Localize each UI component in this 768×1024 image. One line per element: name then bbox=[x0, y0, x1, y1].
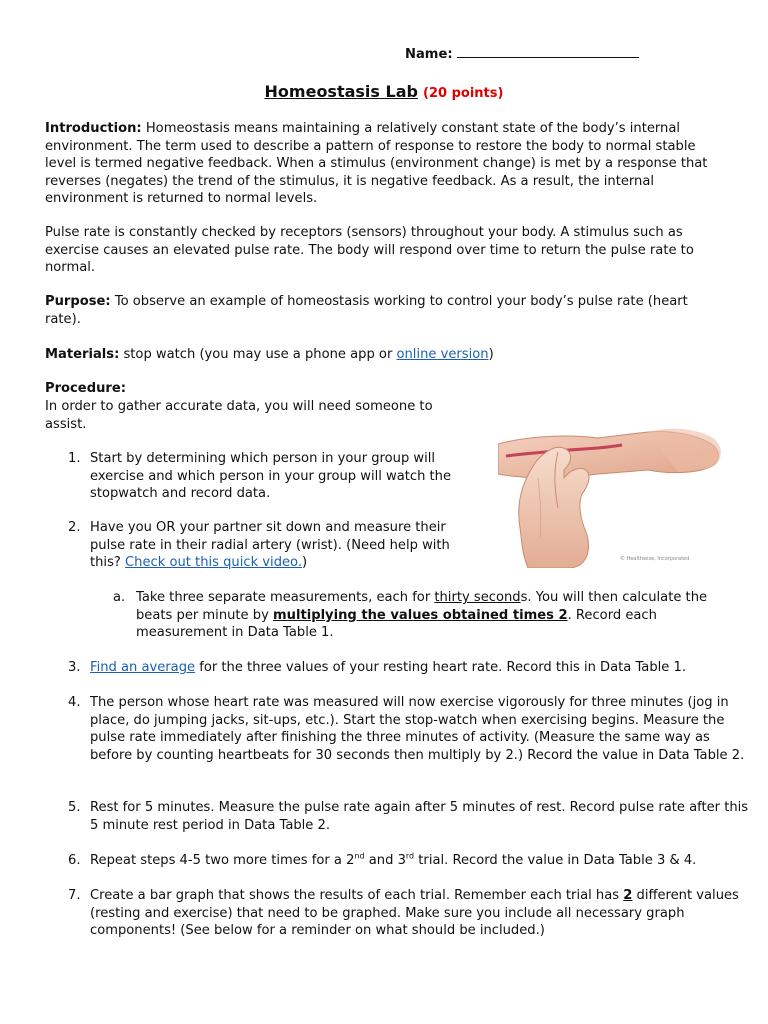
title-text: Homeostasis Lab bbox=[264, 82, 418, 101]
step-number: 7. bbox=[68, 888, 81, 903]
list-item bbox=[68, 799, 750, 834]
list-item bbox=[68, 450, 470, 503]
wrist-pulse-illustration-icon bbox=[498, 408, 728, 568]
page-title bbox=[0, 82, 768, 101]
purpose-label: Purpose: bbox=[45, 294, 111, 309]
pulse-paragraph: Pulse rate is constantly checked by receptors (sensors) throughout your body. A stimulus such as exercise causes an elevated pulse rate. The body will respond over time to return the pulse rate to normal. bbox=[45, 225, 694, 276]
procedure-label: Procedure: bbox=[45, 381, 126, 396]
step-text-3: trial. Record the value in Data Table 3 & 4. bbox=[414, 853, 697, 868]
step-text-2: different values (resting and exercise) that need to be graphed. Make sure you include all necessary graph components! (See below for a reminder on what should be included.) bbox=[90, 888, 739, 939]
image-credit: © Healthwise, Incorporated bbox=[620, 556, 690, 562]
superscript-rd: rd bbox=[405, 851, 415, 861]
name-label: Name: bbox=[405, 47, 453, 62]
list-item bbox=[68, 852, 750, 870]
list-item bbox=[113, 589, 742, 642]
step-number: 2. bbox=[68, 520, 81, 535]
step-text: Repeat steps 4-5 two more times for a 2 bbox=[90, 853, 355, 868]
points-label: (20 points) bbox=[423, 86, 504, 101]
name-blank bbox=[457, 44, 639, 58]
list-item bbox=[68, 887, 742, 940]
step-number: 6. bbox=[68, 853, 81, 868]
step-text-3: . Record each measurement in Data Table 1. bbox=[136, 607, 657, 641]
materials-paragraph bbox=[45, 346, 725, 364]
find-average-link[interactable]: Find an average bbox=[90, 660, 196, 675]
step-text: Take three separate measurements, each for bbox=[136, 590, 435, 605]
step-text: The person whose heart rate was measured will now exercise vigorously for three minutes (jog in place, do jumping jacks, sit-ups, etc.). Start the stop-watch when exercising begins. Measure the pulse rate immediately after finishing the three minutes of activity. (Measure the same way as before by counting heartbeats for 30 seconds then multiply by 2.) Record the value in Data Table 2. bbox=[90, 695, 745, 763]
procedure-intro: In order to gather accurate data, you will need someone to assist. bbox=[45, 399, 433, 432]
step-number: 4. bbox=[68, 695, 81, 710]
step-number: 3. bbox=[68, 660, 81, 675]
two-values-emphasis: 2 bbox=[623, 888, 633, 903]
thirty-seconds-text: thirty second bbox=[434, 590, 521, 605]
step-text-2: and 3 bbox=[364, 853, 406, 868]
step-letter: a. bbox=[113, 590, 126, 605]
materials-text-end: ) bbox=[488, 347, 494, 362]
step-text: Create a bar graph that shows the results of each trial. Remember each trial has bbox=[90, 888, 624, 903]
list-item bbox=[68, 519, 482, 572]
step-text: Rest for 5 minutes. Measure the pulse rate again after 5 minutes of rest. Record pulse rate after this 5 minute rest period in Data Table 2. bbox=[90, 800, 749, 833]
list-item bbox=[68, 659, 750, 677]
step-number: 5. bbox=[68, 800, 81, 815]
step-text: for the three values of your resting heart rate. Record this in Data Table 1. bbox=[195, 660, 686, 675]
introduction-text: Homeostasis means maintaining a relatively constant state of the body’s internal environment. The term used to describe a pattern of response to restore the body to normal stable level is termed negative feedback. When a stimulus (environment change) is met by a response that reverses (negates) the trend of the stimulus, it is negative feedback. As a result, the internal environment is returned to normal levels. bbox=[45, 121, 708, 207]
materials-label: Materials: bbox=[45, 347, 120, 362]
online-version-link[interactable]: online version bbox=[396, 347, 489, 362]
step-text: Start by determining which person in your group will exercise and which person in your group will watch the stopwatch and record data. bbox=[90, 451, 452, 502]
materials-text: stop watch (you may use a phone app or bbox=[119, 347, 397, 362]
introduction-label: Introduction: bbox=[45, 121, 142, 136]
name-field bbox=[405, 44, 639, 64]
introduction-paragraph bbox=[45, 120, 725, 208]
quick-video-link[interactable]: Check out this quick video. bbox=[125, 555, 303, 571]
step-text-end: ) bbox=[302, 555, 308, 571]
multiply-instruction: multiplying the values obtained times 2 bbox=[273, 607, 568, 623]
superscript-nd: nd bbox=[354, 851, 365, 861]
wrist-pulse-image bbox=[498, 408, 728, 568]
step-text: Have you OR your partner sit down and measure their pulse rate in their radial artery (wrist). (Need help with this? bbox=[90, 520, 450, 571]
step-number: 1. bbox=[68, 451, 81, 466]
step-text-2: s. You will then calculate the beats per minute by bbox=[136, 590, 708, 623]
purpose-text: To observe an example of homeostasis working to control your body’s pulse rate (heart rate). bbox=[45, 294, 688, 327]
list-item bbox=[68, 694, 750, 764]
purpose-paragraph bbox=[45, 293, 715, 328]
